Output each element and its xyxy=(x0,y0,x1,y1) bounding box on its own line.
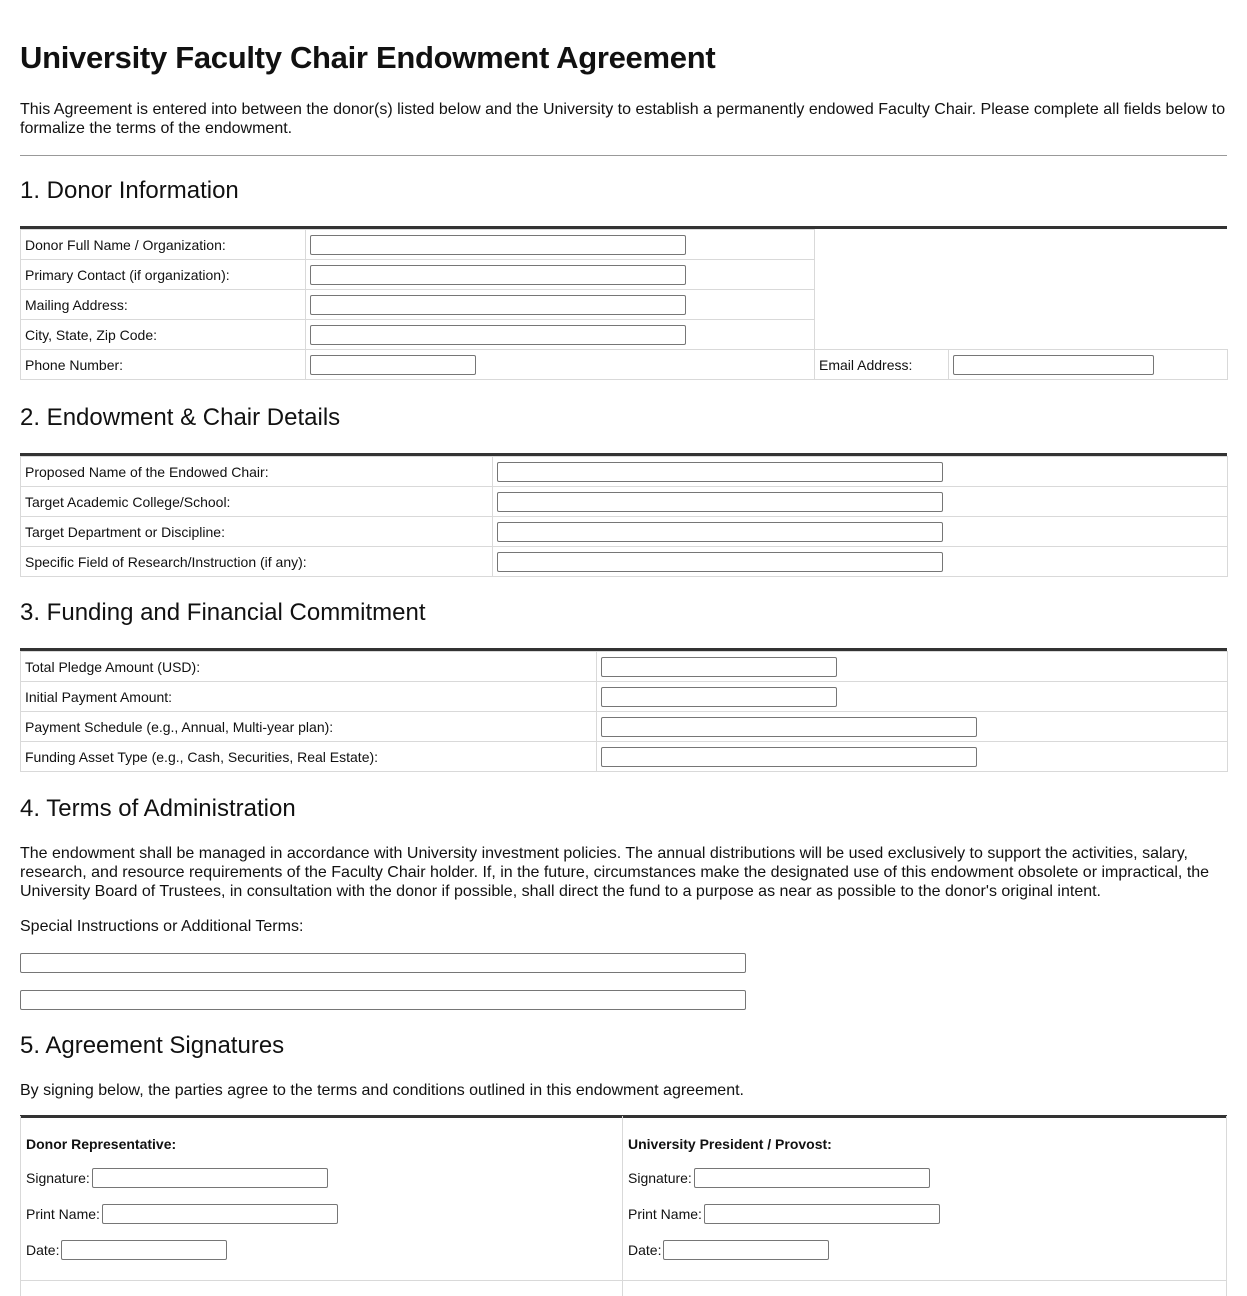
field-label: Mailing Address: xyxy=(21,290,306,320)
phone-input[interactable] xyxy=(310,355,476,375)
row-divider xyxy=(623,1280,1226,1281)
row-divider xyxy=(21,1280,622,1281)
donor-signature-block xyxy=(20,1116,623,1296)
president-signature-row xyxy=(628,1168,930,1188)
president-signature-input[interactable] xyxy=(694,1168,930,1188)
field-label: Phone Number: xyxy=(21,350,306,380)
signature-label: Signature: xyxy=(628,1170,692,1186)
asset-type-input[interactable] xyxy=(601,747,977,767)
payment-schedule-input[interactable] xyxy=(601,717,977,737)
field-label: Email Address: xyxy=(815,350,949,380)
donor-name-input[interactable] xyxy=(310,235,686,255)
section-details-heading: 2. Endowment & Chair Details xyxy=(20,404,341,431)
section-signatures-heading: 5. Agreement Signatures xyxy=(20,1032,285,1059)
table-row xyxy=(21,350,1228,380)
donor-print-name-input[interactable] xyxy=(102,1204,338,1224)
table-row xyxy=(21,457,1228,487)
date-label: Date: xyxy=(26,1242,60,1258)
field-label: Specific Field of Research/Instruction (if any): xyxy=(21,547,493,577)
table-row xyxy=(21,230,1228,260)
college-input[interactable] xyxy=(497,492,943,512)
donor-signature-input[interactable] xyxy=(92,1168,328,1188)
field-label: City, State, Zip Code: xyxy=(21,320,306,350)
president-date-input[interactable] xyxy=(663,1240,829,1260)
table-row xyxy=(21,682,1228,712)
city-state-zip-input[interactable] xyxy=(310,325,686,345)
page-title: University Faculty Chair Endowment Agreement xyxy=(20,40,716,75)
department-input[interactable] xyxy=(497,522,943,542)
signature-label: Signature: xyxy=(26,1170,90,1186)
intro-text: This Agreement is entered into between the donor(s) listed below and the University to establish a permanently endowed Faculty Chair. Please complete all fields below to formalize the terms of the endowment. xyxy=(20,101,1226,137)
donor-date-row xyxy=(26,1240,227,1260)
special-instructions-label: Special Instructions or Additional Terms: xyxy=(20,918,304,935)
date-label: Date: xyxy=(628,1242,662,1258)
table-row xyxy=(21,487,1228,517)
president-print-name-row xyxy=(628,1204,940,1224)
president-print-name-input[interactable] xyxy=(704,1204,940,1224)
field-label: Proposed Name of the Endowed Chair: xyxy=(21,457,493,487)
field-label: Funding Asset Type (e.g., Cash, Securities, Real Estate): xyxy=(21,742,597,772)
mailing-address-input[interactable] xyxy=(310,295,686,315)
divider xyxy=(20,155,1227,156)
email-input[interactable] xyxy=(953,355,1154,375)
field-label: Total Pledge Amount (USD): xyxy=(21,652,597,682)
section-donor-heading: 1. Donor Information xyxy=(20,177,239,204)
table-row xyxy=(21,652,1228,682)
president-date-row xyxy=(628,1240,829,1260)
president-signature-block xyxy=(623,1116,1227,1296)
terms-text: The endowment shall be managed in accordance with University investment policies. The annual distributions will be used exclusively to support the activities, salary, research, and resource requirements of the Faculty Chair holder. If, in the future, circumstances make the designated use of this endowment obsolete or impractical, the University Board of Trustees, in consultation with the donor if possible, shall direct the fund to a purpose as near as possible to the donor's original intent. xyxy=(20,845,1210,900)
details-table xyxy=(20,456,1228,577)
special-instructions-input-1[interactable] xyxy=(20,953,746,973)
field-label: Donor Full Name / Organization: xyxy=(21,230,306,260)
table-row xyxy=(21,742,1228,772)
section-funding-heading: 3. Funding and Financial Commitment xyxy=(20,599,426,626)
president-heading: University President / Provost: xyxy=(628,1136,832,1152)
chair-name-input[interactable] xyxy=(497,462,943,482)
signatures-table xyxy=(20,1116,1227,1296)
donor-rep-heading: Donor Representative: xyxy=(26,1136,177,1152)
field-label: Target Academic College/School: xyxy=(21,487,493,517)
field-label: Target Department or Discipline: xyxy=(21,517,493,547)
field-label: Primary Contact (if organization): xyxy=(21,260,306,290)
table-row xyxy=(21,712,1228,742)
donor-signature-row xyxy=(26,1168,328,1188)
field-label: Initial Payment Amount: xyxy=(21,682,597,712)
table-row xyxy=(21,517,1228,547)
special-instructions-input-2[interactable] xyxy=(20,990,746,1010)
print-name-label: Print Name: xyxy=(26,1206,100,1222)
initial-payment-input[interactable] xyxy=(601,687,837,707)
pledge-amount-input[interactable] xyxy=(601,657,837,677)
primary-contact-input[interactable] xyxy=(310,265,686,285)
section-terms-heading: 4. Terms of Administration xyxy=(20,795,296,822)
research-field-input[interactable] xyxy=(497,552,943,572)
donor-date-input[interactable] xyxy=(61,1240,227,1260)
table-row xyxy=(21,547,1228,577)
field-label: Payment Schedule (e.g., Annual, Multi-year plan): xyxy=(21,712,597,742)
funding-table xyxy=(20,651,1228,772)
donor-print-name-row xyxy=(26,1204,338,1224)
print-name-label: Print Name: xyxy=(628,1206,702,1222)
donor-table xyxy=(20,229,1228,380)
signatures-text: By signing below, the parties agree to the terms and conditions outlined in this endowment agreement. xyxy=(20,1082,744,1099)
